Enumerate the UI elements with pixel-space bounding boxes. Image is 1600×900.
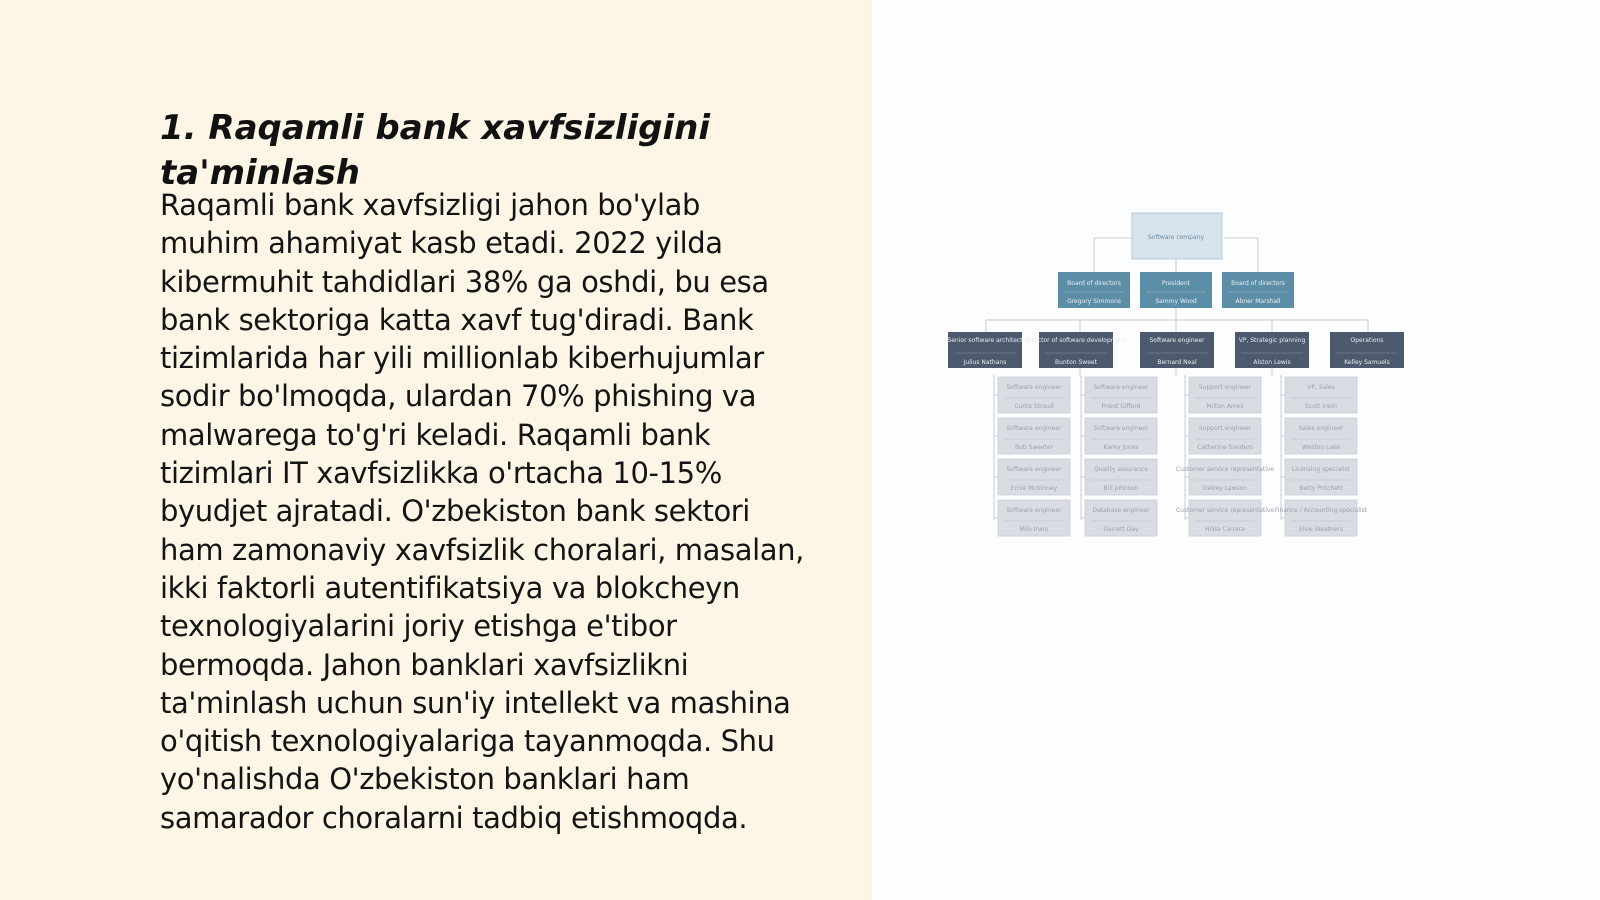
org-level1-title: President <box>1162 280 1190 287</box>
org-level3-title: Finance / Accounting specialist <box>1274 507 1368 514</box>
org-level3-title: Software engineer <box>1093 425 1149 432</box>
body-line: ta'minlash uchun sun'iy intellekt va mashina <box>160 685 791 720</box>
body-line: byudjet ajratadi. O'zbekiston bank sektori <box>160 494 750 529</box>
org-level3-title: Customer service representative <box>1175 507 1275 514</box>
org-level3-title: Software engineer <box>1006 466 1062 473</box>
body-line: samarador choralarni tadbiq etishmoqda. <box>160 800 748 835</box>
org-level3-name: Karey Jones <box>1103 444 1139 451</box>
body-line: tizimlarida har yili millionlab kiberhujumlar <box>160 341 764 376</box>
org-level3-name: Milo Irwin <box>1019 526 1049 533</box>
org-level3-title: Database engineer <box>1092 507 1150 514</box>
org-level3-name: Elsie Weathers <box>1298 526 1344 533</box>
org-level2-title: Senior software architect <box>947 337 1023 344</box>
org-level2-name: Bunton Sweet <box>1055 359 1097 366</box>
org-level3-title: Support engineer <box>1198 425 1252 432</box>
org-level3-title: Software engineer <box>1093 384 1149 391</box>
body-line: tizimlari IT xavfsizlikka o'rtacha 10-15% <box>160 456 722 491</box>
org-level3-name: Garrett Day <box>1103 526 1139 533</box>
org-level3-name: Weldon Lake <box>1301 444 1341 451</box>
slide-title: 1. Raqamli bank xavfsizligini ta'minlash <box>160 108 710 193</box>
org-level1-name: Gregory Simmons <box>1067 298 1121 305</box>
org-level2-name: Kelley Samuels <box>1344 359 1390 366</box>
org-level3-title: Software engineer <box>1006 425 1062 432</box>
body-line: Raqamli bank xavfsizligi jahon bo'ylab <box>160 188 700 222</box>
org-level2-title: VP, Strategic planning <box>1238 337 1306 344</box>
org-level3-title: VP, Sales <box>1307 384 1335 391</box>
org-level3-title: Software engineer <box>1006 507 1062 514</box>
org-level3-title: Quality assurance <box>1093 466 1149 473</box>
org-level2-title: Operations <box>1350 337 1384 344</box>
org-chart-image <box>947 210 1440 560</box>
slide-body-text <box>160 186 840 837</box>
org-level3-name: Betty Pritchett <box>1299 485 1343 492</box>
org-level3-title: Customer service representative <box>1175 466 1275 473</box>
org-level1-name: Sammy Wood <box>1155 298 1197 305</box>
body-line: malwarega to'g'ri keladi. Raqamli bank <box>160 417 711 452</box>
org-level3-title: Licensing specialist <box>1291 466 1351 473</box>
org-level3-name: Hilda Carrera <box>1205 526 1245 533</box>
org-level2-name: Bernard Neal <box>1157 359 1197 366</box>
org-level2-title: Director of software development <box>1025 337 1127 344</box>
body-line: bank sektoriga katta xavf tug'diradi. Bank <box>160 302 754 337</box>
org-level3-name: Bob Sweeter <box>1014 444 1054 451</box>
org-level1-title: Board of directors <box>1231 280 1285 287</box>
org-level3-name: Priest Gifford <box>1101 403 1141 410</box>
org-level1-name: Abner Marshall <box>1235 298 1281 305</box>
body-line: texnologiyalarini joriy etishga e'tibor <box>160 609 677 644</box>
body-line: sodir bo'lmoqda, ulardan 70% phishing va <box>160 379 757 414</box>
org-level3-name: Curtis Stroud <box>1014 403 1054 410</box>
org-level3-name: Scott Irwin <box>1304 403 1338 410</box>
org-root-title: Software company <box>1147 234 1205 241</box>
body-line: ikki faktorli autentifikatsiya va blokcheyn <box>160 570 740 605</box>
org-level3-title: Software engineer <box>1006 384 1062 391</box>
org-level2-name: Julius Nathans <box>963 359 1007 366</box>
org-level3-name: Bill Johnson <box>1103 485 1139 492</box>
org-level3-name: Catherine Sanders <box>1197 444 1253 451</box>
org-chart <box>947 210 1440 560</box>
body-line: kibermuhit tahdidlari 38% ga oshdi, bu esa <box>160 264 769 299</box>
body-line: o'qitish texnologiyalariga tayanmoqda. Shu <box>160 724 775 759</box>
org-level3-title: Support engineer <box>1198 384 1252 391</box>
body-line: yo'nalishda O'zbekiston banklari ham <box>160 762 690 797</box>
org-level2-name: Alston Lewis <box>1253 359 1291 366</box>
org-level3-name: Milton Ames <box>1206 403 1244 410</box>
body-line: bermoqda. Jahon banklari xavfsizlikni <box>160 647 689 682</box>
org-level1-title: Board of directors <box>1067 280 1121 287</box>
org-level3-name: Delrey Lawson <box>1203 485 1247 492</box>
body-line: ham zamonaviy xavfsizlik choralari, masalan, <box>160 532 804 567</box>
org-level2-title: Software engineer <box>1149 337 1205 344</box>
org-level3-name: Ernie McKinney <box>1010 485 1058 492</box>
body-line: muhim ahamiyat kasb etadi. 2022 yilda <box>160 226 723 261</box>
org-level3-title: Sales engineer <box>1298 425 1344 432</box>
